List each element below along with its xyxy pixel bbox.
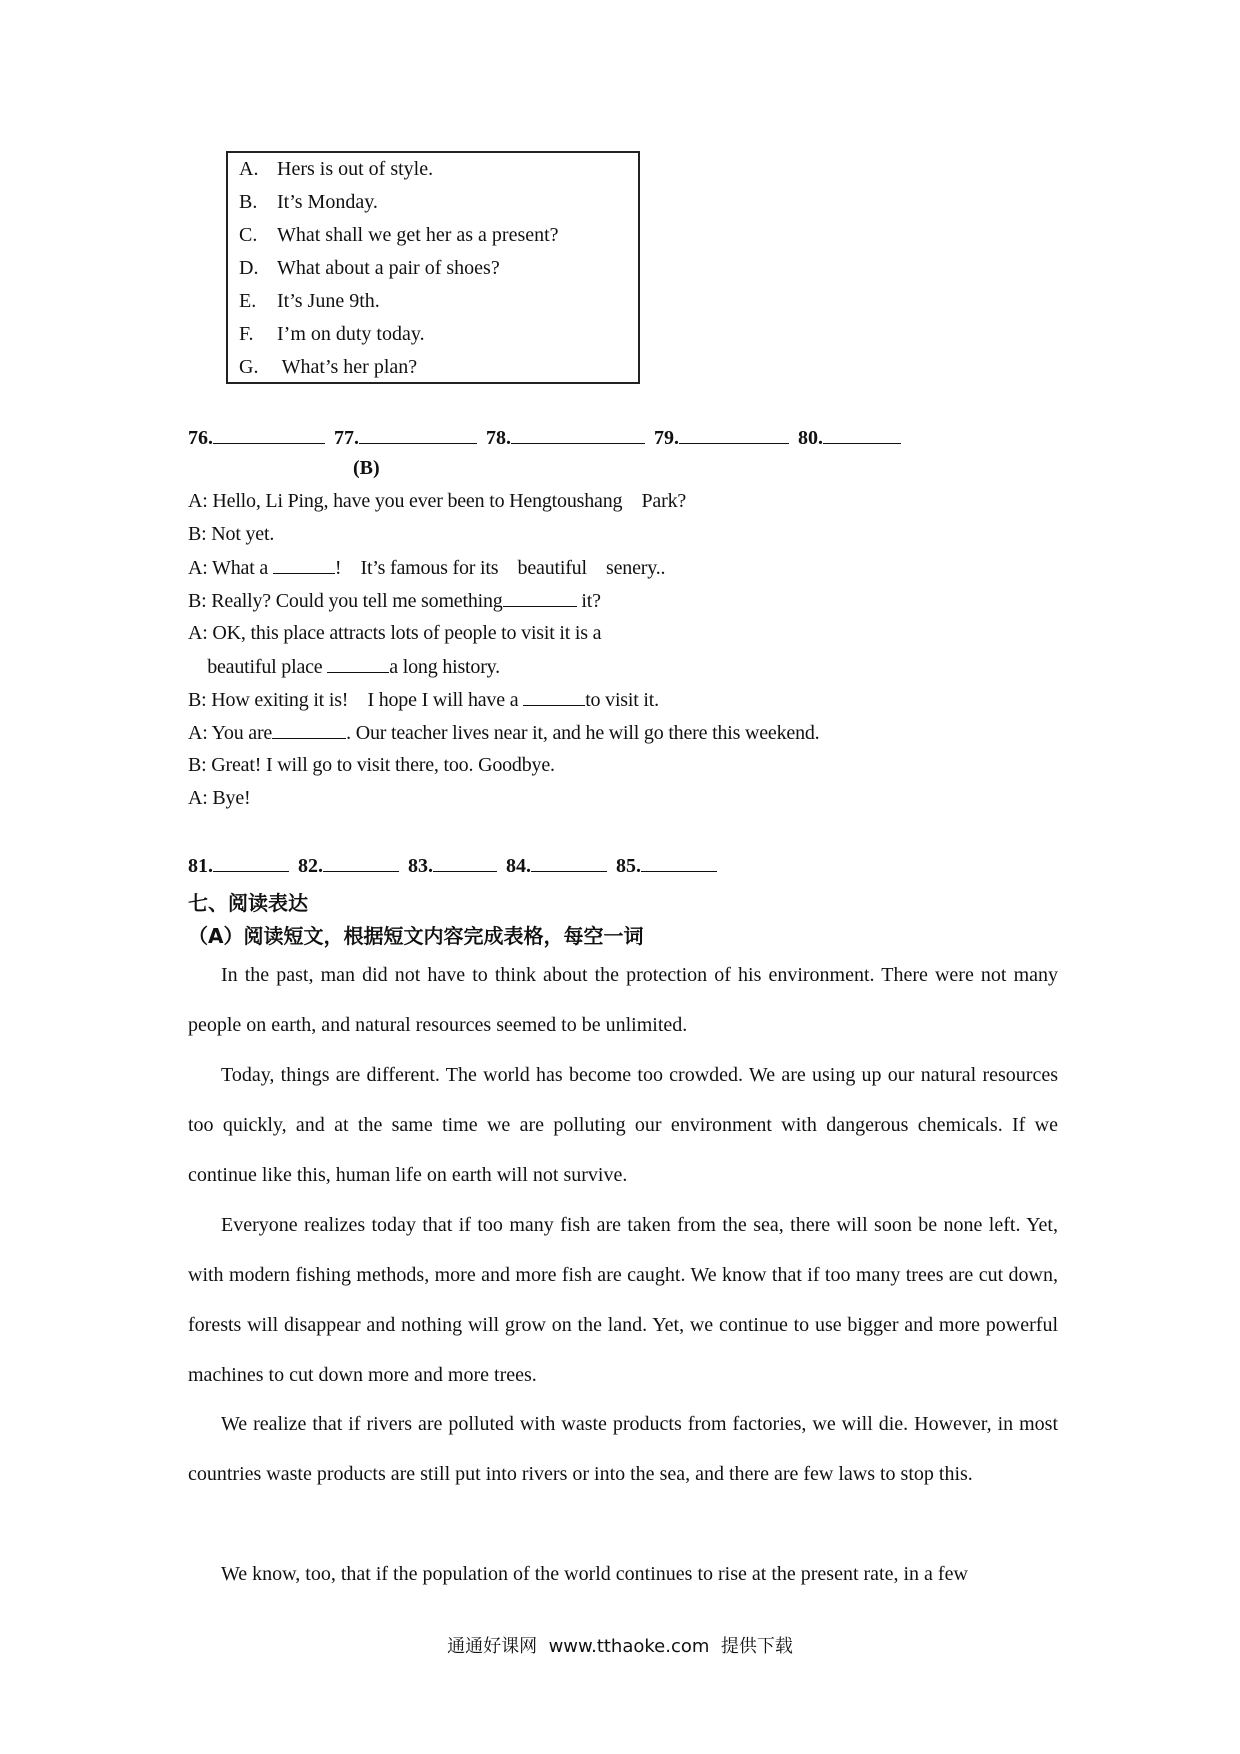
answer-number: 76. [188, 427, 213, 449]
dialogue-blank[interactable] [272, 720, 346, 739]
answer-number: 84. [506, 855, 531, 877]
dialogue-blank[interactable] [273, 555, 335, 574]
options-box [226, 151, 640, 384]
section-seven-a-title: （A）阅读短文，根据短文内容完成表格，每空一词 [188, 924, 644, 948]
answer-blanks-76-80 [188, 425, 901, 450]
dialogue-line-6: beautiful place a long history. [188, 656, 500, 678]
passage-paragraph-4: We realize that if rivers are polluted with waste products from factories, we will die. However, in most countries waste products are still put into rivers or into the sea, and there are few laws to stop this. [188, 1413, 1058, 1485]
answer-blank[interactable] [213, 425, 325, 444]
answer-blank[interactable] [323, 853, 399, 872]
answer-number: 82. [298, 855, 323, 877]
dialogue-line-1: A: Hello, Li Ping, have you ever been to Hengtoushang Park? [188, 490, 687, 512]
answer-blank[interactable] [359, 425, 477, 444]
dialogue-line-4: B: Really? Could you tell me something it? [188, 590, 601, 612]
option-f: F. I’m on duty today. [239, 323, 425, 345]
dialogue-line-7: B: How exiting it is! I hope I will have a to visit it. [188, 689, 659, 711]
answer-number: 83. [408, 855, 433, 877]
dialogue-line-2: B: Not yet. [188, 523, 275, 545]
section-b-label: (B) [353, 457, 380, 479]
option-e: E. It’s June 9th. [239, 290, 380, 312]
dialogue-blank[interactable] [503, 588, 577, 607]
passage-paragraph-5: We know, too, that if the population of the world continues to rise at the present rate, in a few [221, 1563, 968, 1585]
page-footer: 通通好课网 www.tthaoke.com 提供下载 [447, 1636, 793, 1657]
dialogue-blank[interactable] [523, 687, 585, 706]
answer-blank[interactable] [641, 853, 717, 872]
answer-blank[interactable] [823, 425, 901, 444]
answer-blank[interactable] [511, 425, 645, 444]
option-a: A. Hers is out of style. [239, 158, 434, 180]
option-b: B. It’s Monday. [239, 191, 378, 213]
answer-number: 80. [798, 427, 823, 449]
answer-number: 77. [334, 427, 359, 449]
answer-number: 79. [654, 427, 679, 449]
passage-paragraph-3: Everyone realizes today that if too many fish are taken from the sea, there will soon be none left. Yet, with modern fishing methods, more and more fish are caught. We know that if too many trees are cut down, forests will disappear and nothing will grow on the land. Yet, we continue to use bigger and more powerful machines to cut down more and more trees. [188, 1214, 1058, 1386]
dialogue-line-3: A: What a ! It’s famous for its beautiful senery.. [188, 557, 666, 579]
option-d: D. What about a pair of shoes? [239, 257, 500, 279]
section-seven-title: 七、阅读表达 [188, 891, 308, 915]
passage-paragraph-2: Today, things are different. The world has become too crowded. We are using up our natural resources too quickly, and at the same time we are polluting our environment with dangerous chemicals. If we continue like this, human life on earth will not survive. [188, 1064, 1058, 1186]
dialogue-blank[interactable] [327, 654, 389, 673]
answer-number: 78. [486, 427, 511, 449]
dialogue-line-10: A: Bye! [188, 787, 251, 809]
answer-blank[interactable] [679, 425, 789, 444]
option-c: C. What shall we get her as a present? [239, 224, 559, 246]
passage-paragraph-1: In the past, man did not have to think about the protection of his environment. There were not many people on earth, and natural resources seemed to be unlimited. [188, 964, 1058, 1036]
answer-blank[interactable] [531, 853, 607, 872]
answer-number: 85. [616, 855, 641, 877]
answer-blanks-81-85 [188, 853, 717, 878]
answer-number: 81. [188, 855, 213, 877]
option-g: G. What’s her plan? [239, 356, 418, 378]
dialogue-line-5: A: OK, this place attracts lots of people to visit it is a [188, 622, 602, 644]
dialogue-line-9: B: Great! I will go to visit there, too. Goodbye. [188, 754, 555, 776]
dialogue-line-8: A: You are . Our teacher lives near it, and he will go there this weekend. [188, 722, 820, 744]
answer-blank[interactable] [433, 853, 497, 872]
answer-blank[interactable] [213, 853, 289, 872]
